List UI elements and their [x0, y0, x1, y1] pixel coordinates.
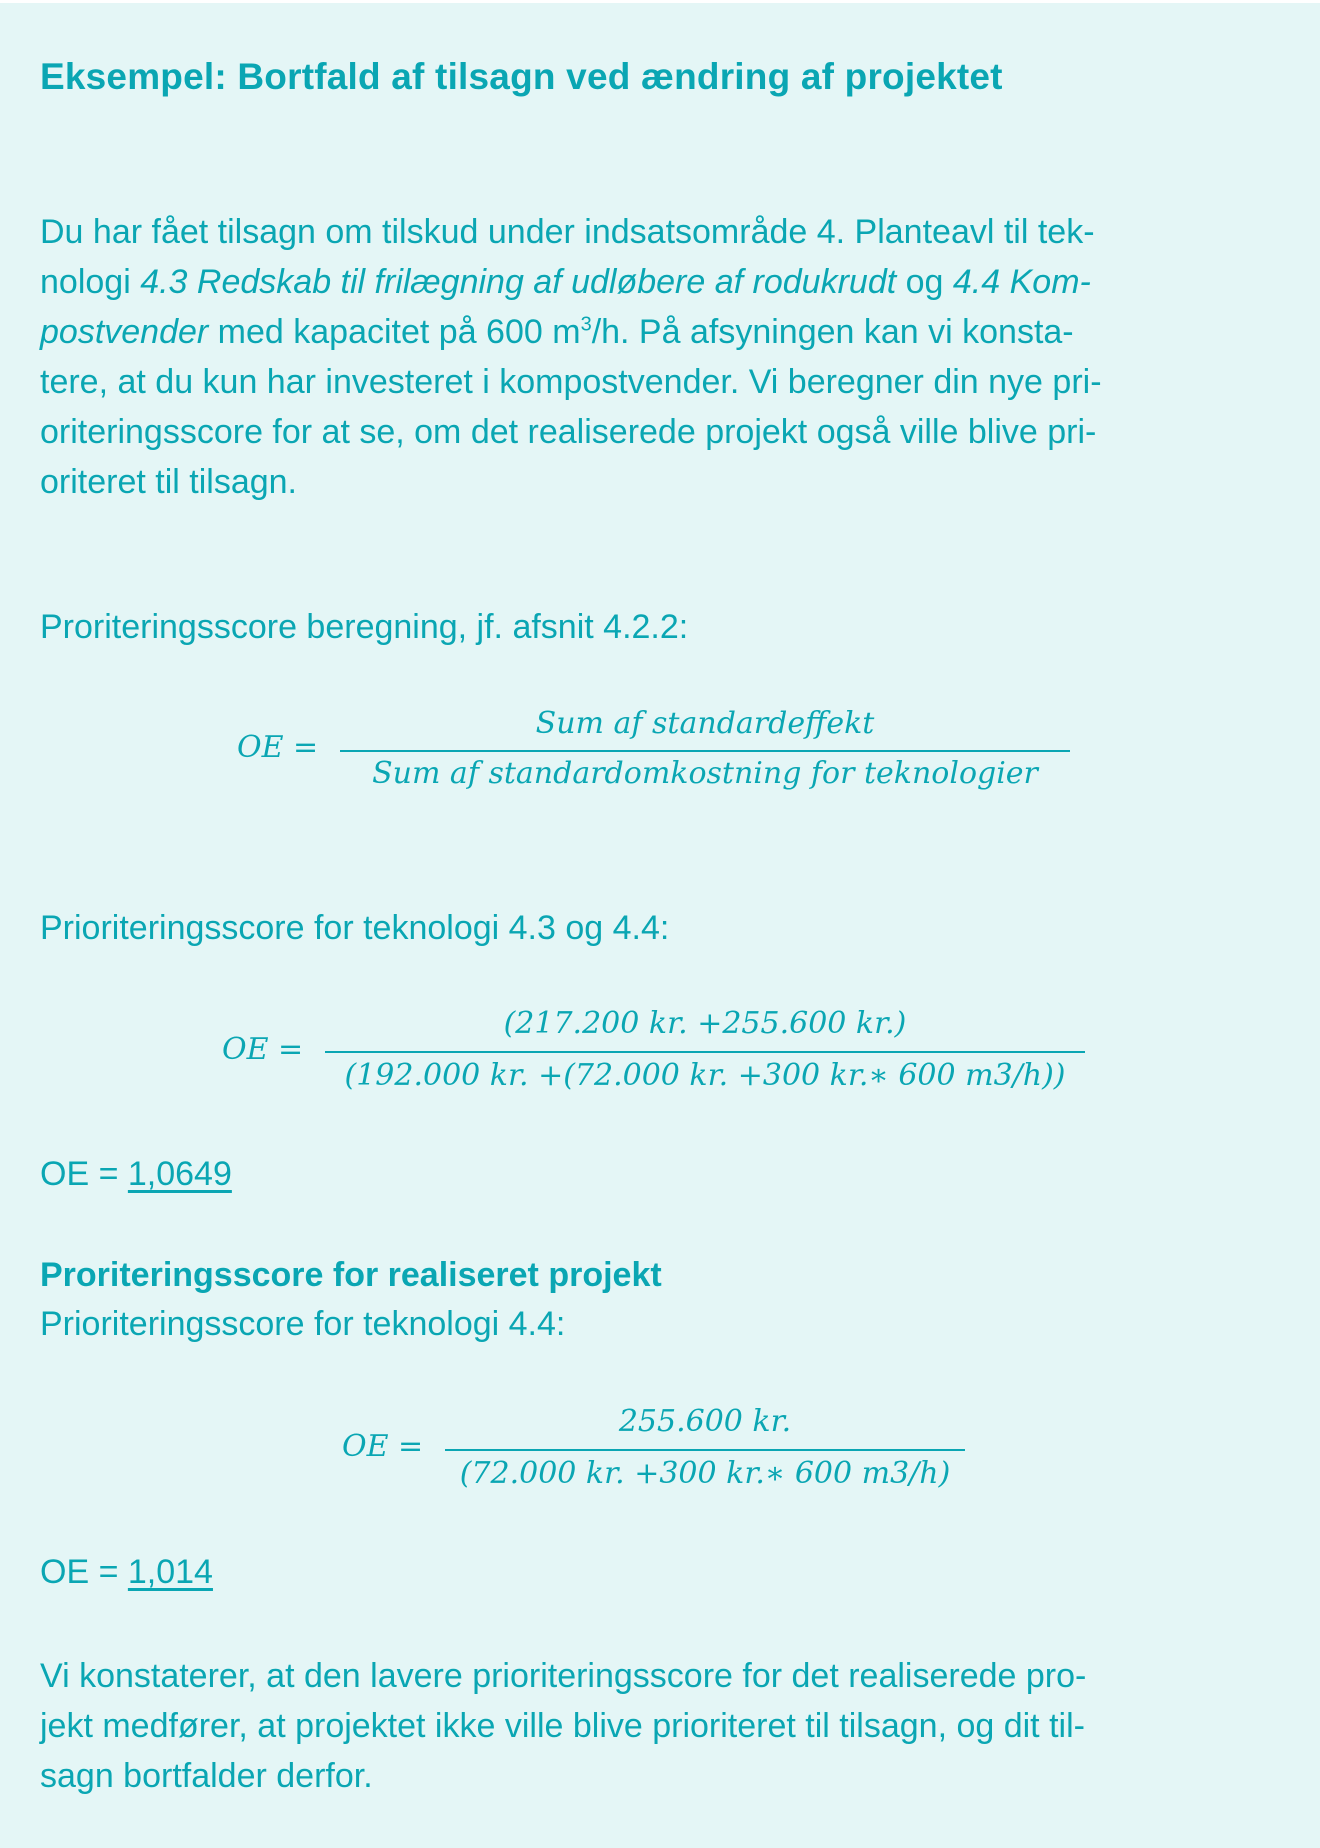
formula-general — [0, 700, 1320, 800]
fraction — [445, 1398, 965, 1498]
fraction-bar — [445, 1449, 965, 1451]
intro-line-5: oriteringsscore for at se, om det realiserede projekt også ville blive pri- — [40, 413, 1097, 451]
numerator: 255.600 kr. — [618, 1404, 792, 1439]
fraction-bar — [325, 1051, 1085, 1053]
formula-lhs: OE = — [222, 1032, 304, 1067]
technology-4-3-name: 4.3 Redskab til frilægning af udløbere af rodukrudt — [140, 263, 897, 301]
result-prefix: OE = — [40, 1155, 128, 1193]
fraction-bar — [340, 750, 1070, 752]
formula-tech-4-4 — [0, 1398, 1320, 1498]
intro-line-1: Du har fået tilsagn om tilskud under indsatsområde 4. Planteavl til tek- — [40, 213, 1095, 251]
result-prefix: OE = — [40, 1553, 128, 1591]
fraction — [340, 700, 1070, 800]
denominator: Sum af standardomkostning for teknologier — [372, 756, 1038, 791]
denominator: (192.000 kr. +(72.000 kr. +300 kr.∗ 600 m3/h)) — [344, 1058, 1066, 1093]
intro-text: med kapacitet på 600 m — [208, 313, 581, 351]
intro-text: og — [896, 263, 953, 301]
top-border — [0, 0, 1320, 3]
technology-4-4-name: 4.4 Kom- — [952, 263, 1091, 301]
superscript: 3 — [580, 313, 592, 336]
example-heading: Eksempel: Bortfald af tilsagn ved ændring af projektet — [40, 56, 1003, 97]
technology-4-4-name-cont: postvender — [40, 313, 209, 351]
conclusion-line-3: sagn bortfalder derfor. — [40, 1757, 373, 1795]
result-2 — [40, 1553, 213, 1592]
result-1 — [40, 1155, 232, 1194]
formula-lhs: OE = — [342, 1429, 424, 1464]
intro-line-6: oriteret til tilsagn. — [40, 463, 297, 501]
intro-line-3 — [40, 307, 1280, 357]
label-tech-4-4: Prioriteringsscore for teknologi 4.4: — [40, 1305, 566, 1343]
intro-line-4: tere, at du kun har investeret i kompostvender. Vi beregner din nye pri- — [40, 363, 1102, 401]
formula-tech-4-3-4-4 — [0, 1000, 1320, 1100]
realized-project-heading: Proriteringsscore for realiseret projekt — [40, 1256, 662, 1294]
label-tech-4-3-4-4: Prioriteringsscore for teknologi 4.3 og 4.4: — [40, 909, 670, 947]
fraction — [325, 1000, 1085, 1100]
intro-text: /h. På afsyningen kan vi konsta- — [591, 313, 1074, 351]
conclusion-line-1: Vi konstaterer, at den lavere prioriteringsscore for det realiserede pro- — [40, 1657, 1087, 1695]
formula-label: Proriteringsscore beregning, jf. afsnit 4.2.2: — [40, 608, 689, 646]
conclusion-paragraph — [40, 1651, 1280, 1801]
numerator: Sum af standardeffekt — [535, 706, 875, 741]
intro-line-2 — [40, 257, 1280, 307]
intro-paragraph — [40, 207, 1280, 507]
denominator: (72.000 kr. +300 kr.∗ 600 m3/h) — [459, 1456, 951, 1491]
conclusion-line-2: jekt medfører, at projektet ikke ville blive prioriteret til tilsagn, og dit til- — [40, 1707, 1085, 1745]
numerator: (217.200 kr. +255.600 kr.) — [503, 1006, 907, 1041]
result-value: 1,014 — [127, 1553, 213, 1591]
formula-lhs: OE = — [237, 730, 319, 765]
intro-text: nologi — [40, 263, 141, 301]
result-value: 1,0649 — [127, 1155, 232, 1193]
